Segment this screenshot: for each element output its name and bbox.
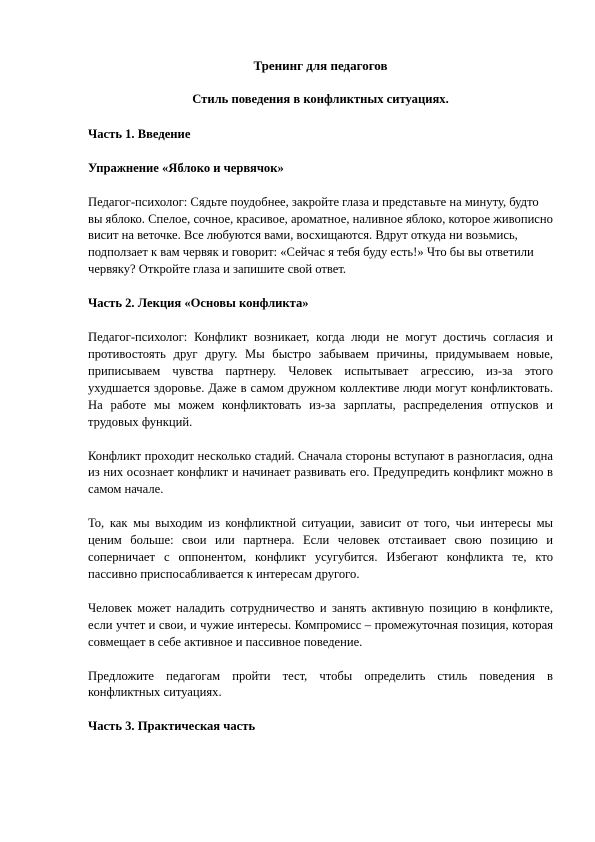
lecture-paragraph-4: Человек может наладить сотрудничество и занять активную позицию в конфликте, если учтет и свои, и чужие интересы. Компромисс – промежуточная позиция, которая совмещает в себе активное и пассивное поведение. xyxy=(88,600,553,649)
document-body xyxy=(88,58,553,752)
part2-heading: Часть 2. Лекция «Основы конфликта» xyxy=(88,296,309,311)
document-subtitle: Стиль поведения в конфликтных ситуациях. xyxy=(192,91,449,106)
exercise-heading: Упражнение «Яблоко и червячок» xyxy=(88,160,284,175)
document-title: Тренинг для педагогов xyxy=(253,58,388,73)
lecture-paragraph-3: То, как мы выходим из конфликтной ситуации, зависит от того, чьи интересы мы ценим больше: свои или партнера. Если человек отстаивает свою позицию и соперничает с оппонентом, конфликт усугубится. Избегают конфликта те, кто пассивно приспосабливается к интересам другого. xyxy=(88,516,553,581)
lecture-paragraph-1: Педагог-психолог: Конфликт возникает, когда люди не могут достичь согласия и противостоять друг другу. Мы быстро забываем причины, придумываем новые, приписываем чувства партнеру. Человек испытывает агрессию, из-за этого ухудшается здоровье. Даже в самом дружном коллективе люди могут конфликтовать. На работе мы можем конфликтовать из-за зарплаты, распределения отпусков и трудовых функций. xyxy=(88,330,553,429)
part3-heading: Часть 3. Практическая часть xyxy=(88,719,256,734)
part1-heading: Часть 1. Введение xyxy=(88,126,191,141)
lecture-paragraph-2: Конфликт проходит несколько стадий. Сначала стороны вступают в разногласия, одна из них осознает конфликт и начинает развивать его. Предупредить конфликт можно в самом начале. xyxy=(88,448,553,497)
lecture-paragraph-5: Предложите педагогам пройти тест, чтобы определить стиль поведения в конфликтных ситуациях. xyxy=(88,668,553,700)
exercise-paragraph: Педагог-психолог: Сядьте поудобнее, закройте глаза и представьте на минуту, будто вы яблоко. Спелое, сочное, красивое, ароматное, наливное яблоко, которое живописно висит на веточке. Все любуются вами, восхищаются. Вдрут откуда ни возьмись, подползает к вам червяк и говорит: «Сейчас я тебя буду есть!» Что бы вы ответили червяку? Откройте глаза и запишите свой ответ. xyxy=(88,194,553,277)
